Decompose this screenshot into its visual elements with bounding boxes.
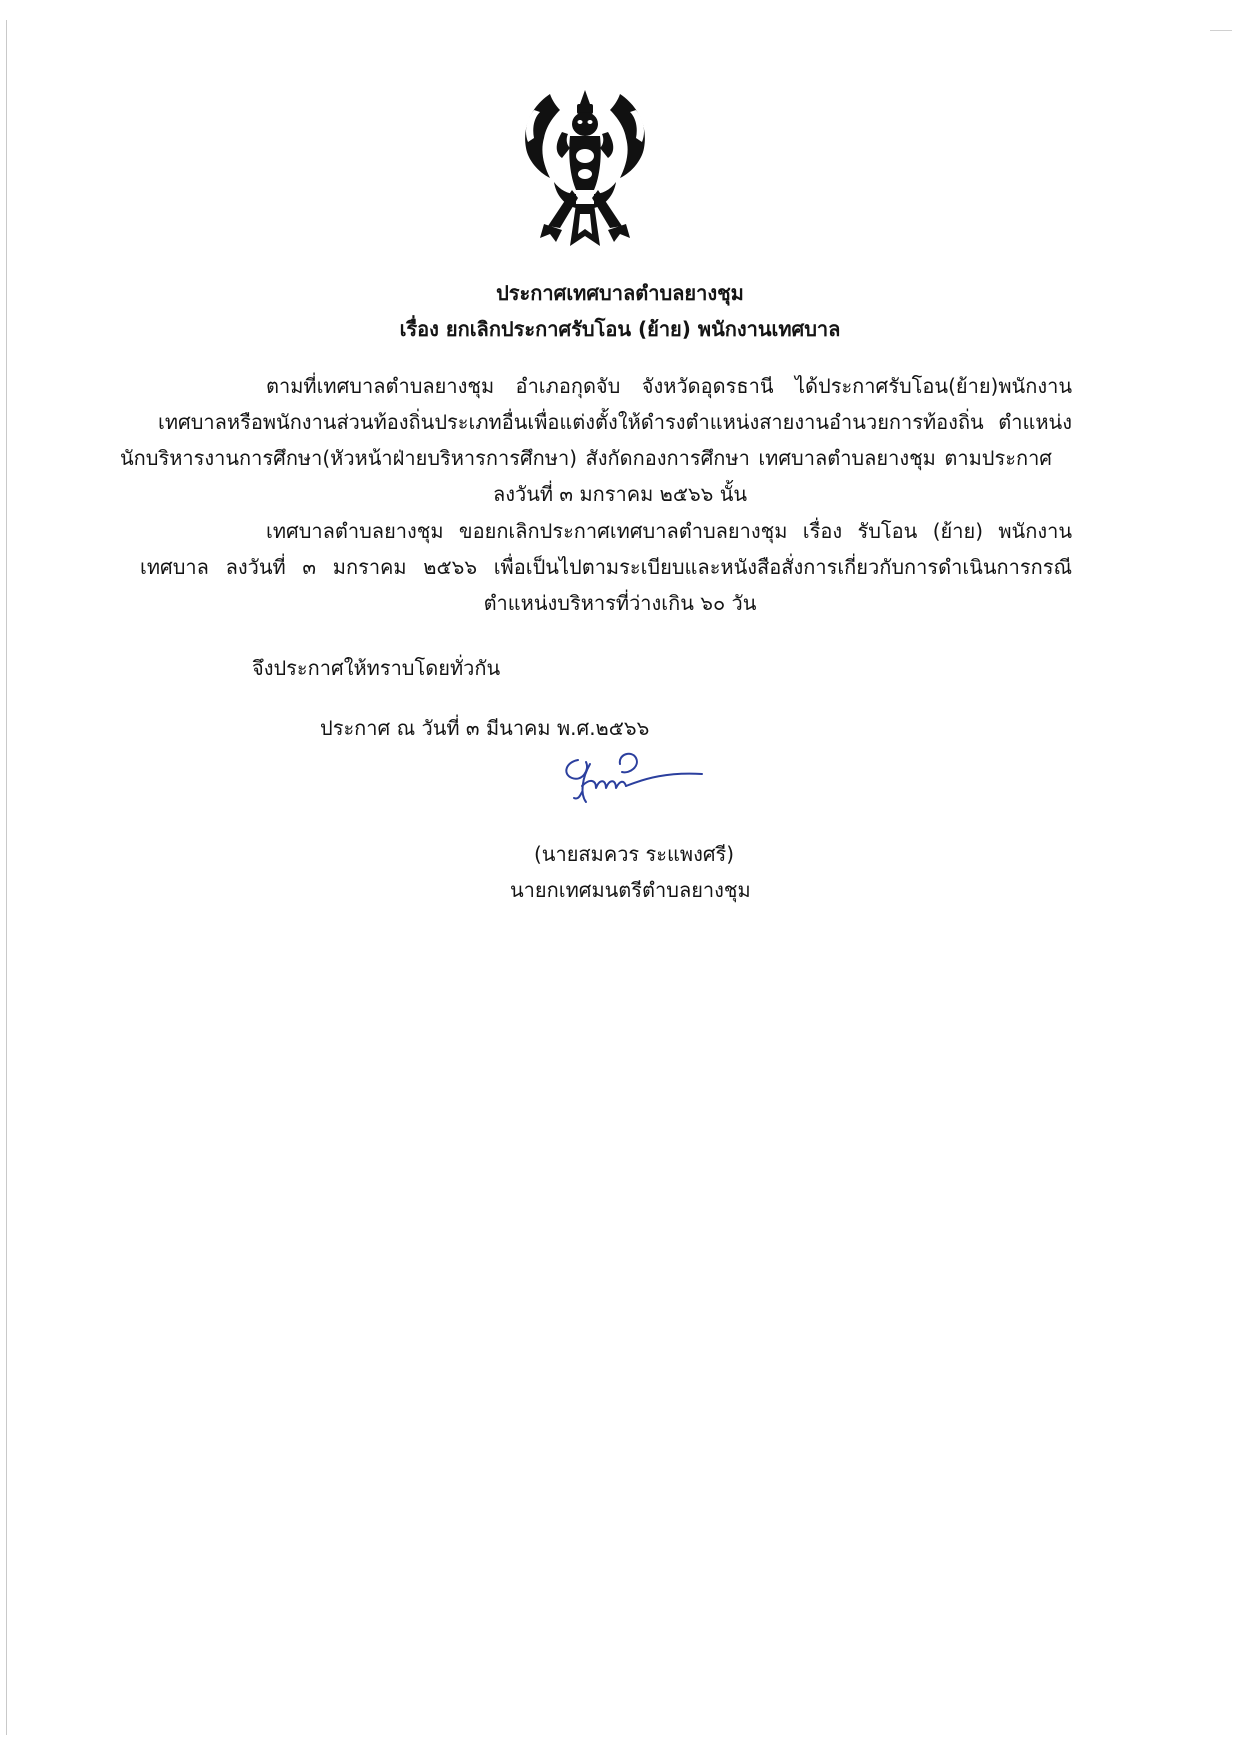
paragraph-1-line-3: นักบริหารงานการศึกษา(หัวหน้าฝ่ายบริหารการศึกษา) สังกัดกองการศึกษา เทศบาลตำบลยางชุม ตามประกาศ — [120, 446, 1052, 470]
paragraph-1-line-1: ตามที่เทศบาลตำบลยางชุม อำเภอกุดจับ จังหวัดอุดรธานี ได้ประกาศรับโอน(ย้าย)พนักงาน — [266, 374, 1072, 398]
signatory-position: นายกเทศมนตรีตำบลยางชุม — [510, 878, 751, 902]
paragraph-2-line-2: เทศบาล ลงวันที่ ๓ มกราคม ๒๕๖๖ เพื่อเป็นไปตามระเบียบและหนังสือสั่งการเกี่ยวกับการดำเนินการกรณี — [140, 555, 1072, 579]
handwritten-signature — [556, 746, 706, 816]
date-line: ประกาศ ณ วันที่ ๓ มีนาคม พ.ศ.๒๕๖๖ — [320, 716, 650, 740]
paragraph-2-line-3: ตำแหน่งบริหารที่ว่างเกิน ๖๐ วัน — [483, 591, 757, 615]
paragraph-1-line-4: ลงวันที่ ๓ มกราคม ๒๕๖๖ นั้น — [492, 482, 748, 506]
paragraph-1-line-2: เทศบาลหรือพนักงานส่วนท้องถิ่นประเภทอื่นเพื่อแต่งตั้งให้ดำรงตำแหน่งสายงานอำนวยการท้องถิ่น ตำแหน่ง — [158, 410, 1072, 434]
paragraph-2-line-1: เทศบาลตำบลยางชุม ขอยกเลิกประกาศเทศบาลตำบลยางชุม เรื่อง รับโอน (ย้าย) พนักงาน — [266, 519, 1072, 543]
scan-mark — [1210, 30, 1232, 31]
signatory-name: (นายสมควร ระแพงศรี) — [534, 842, 735, 866]
garuda-emblem-icon — [510, 86, 660, 258]
announcement-subject: เรื่อง ยกเลิกประกาศรับโอน (ย้าย) พนักงานเทศบาล — [399, 317, 841, 341]
announcement-title: ประกาศเทศบาลตำบลยางชุม — [496, 281, 744, 305]
closing-statement: จึงประกาศให้ทราบโดยทั่วกัน — [252, 656, 501, 680]
